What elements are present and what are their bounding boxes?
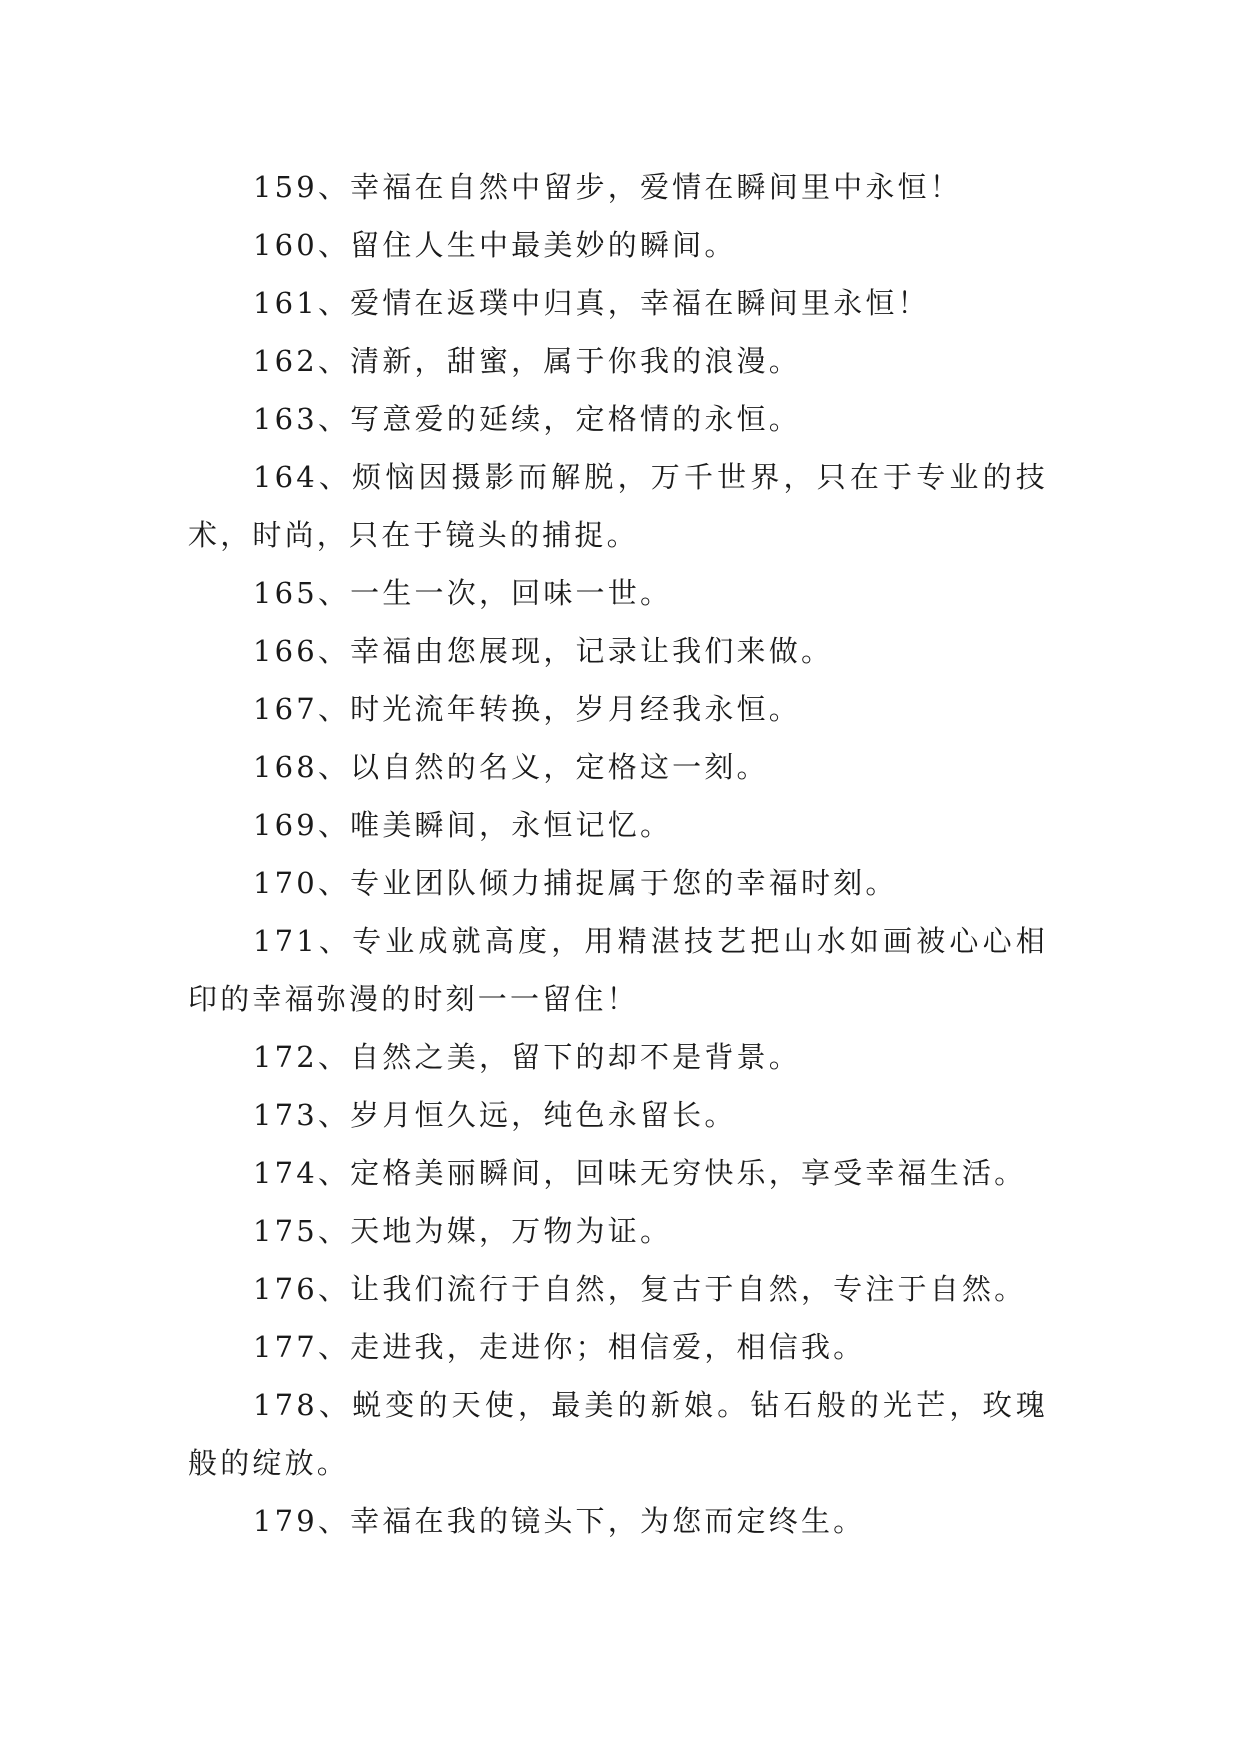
- slogan-paragraph: 170、专业团队倾力捕捉属于您的幸福时刻。: [253, 866, 898, 900]
- slogan-paragraph: 168、以自然的名义，定格这一刻。: [253, 750, 769, 784]
- slogan-paragraph: 167、时光流年转换，岁月经我永恒。: [253, 692, 801, 726]
- slogan-paragraph: 161、爱情在返璞中归真，幸福在瞬间里永恒！: [253, 286, 930, 320]
- slogan-paragraph: 164、烦恼因摄影而解脱，万千世界，只在于专业的技术，时尚，只在于镜头的捕捉。: [188, 460, 1048, 552]
- slogan-paragraph: 159、幸福在自然中留步，爱情在瞬间里中永恒！: [253, 170, 962, 204]
- slogan-paragraph: 176、让我们流行于自然，复古于自然，专注于自然。: [253, 1272, 1027, 1306]
- slogan-paragraph: 174、定格美丽瞬间，回味无穷快乐，享受幸福生活。: [253, 1156, 1027, 1190]
- slogan-paragraph: 166、幸福由您展现，记录让我们来做。: [253, 634, 834, 668]
- document-body: [188, 158, 1048, 1550]
- slogan-paragraph: 160、留住人生中最美妙的瞬间。: [253, 228, 737, 262]
- slogan-paragraph: 175、天地为媒，万物为证。: [253, 1214, 673, 1248]
- slogan-paragraph: 179、幸福在我的镜头下，为您而定终生。: [253, 1504, 866, 1538]
- slogan-paragraph: 178、蜕变的天使，最美的新娘。钻石般的光芒，玫瑰般的绽放。: [188, 1388, 1048, 1480]
- slogan-paragraph: 165、一生一次，回味一世。: [253, 576, 673, 610]
- slogan-paragraph: 173、岁月恒久远，纯色永留长。: [253, 1098, 737, 1132]
- slogan-paragraph: 169、唯美瞬间，永恒记忆。: [253, 808, 673, 842]
- slogan-paragraph: 163、写意爱的延续，定格情的永恒。: [253, 402, 801, 436]
- slogan-paragraph: 172、自然之美，留下的却不是背景。: [253, 1040, 801, 1074]
- slogan-paragraph: 171、专业成就高度，用精湛技艺把山水如画被心心相印的幸福弥漫的时刻一一留住！: [188, 924, 1048, 1016]
- slogan-paragraph: 162、清新，甜蜜，属于你我的浪漫。: [253, 344, 801, 378]
- slogan-paragraph: 177、走进我，走进你；相信爱，相信我。: [253, 1330, 866, 1364]
